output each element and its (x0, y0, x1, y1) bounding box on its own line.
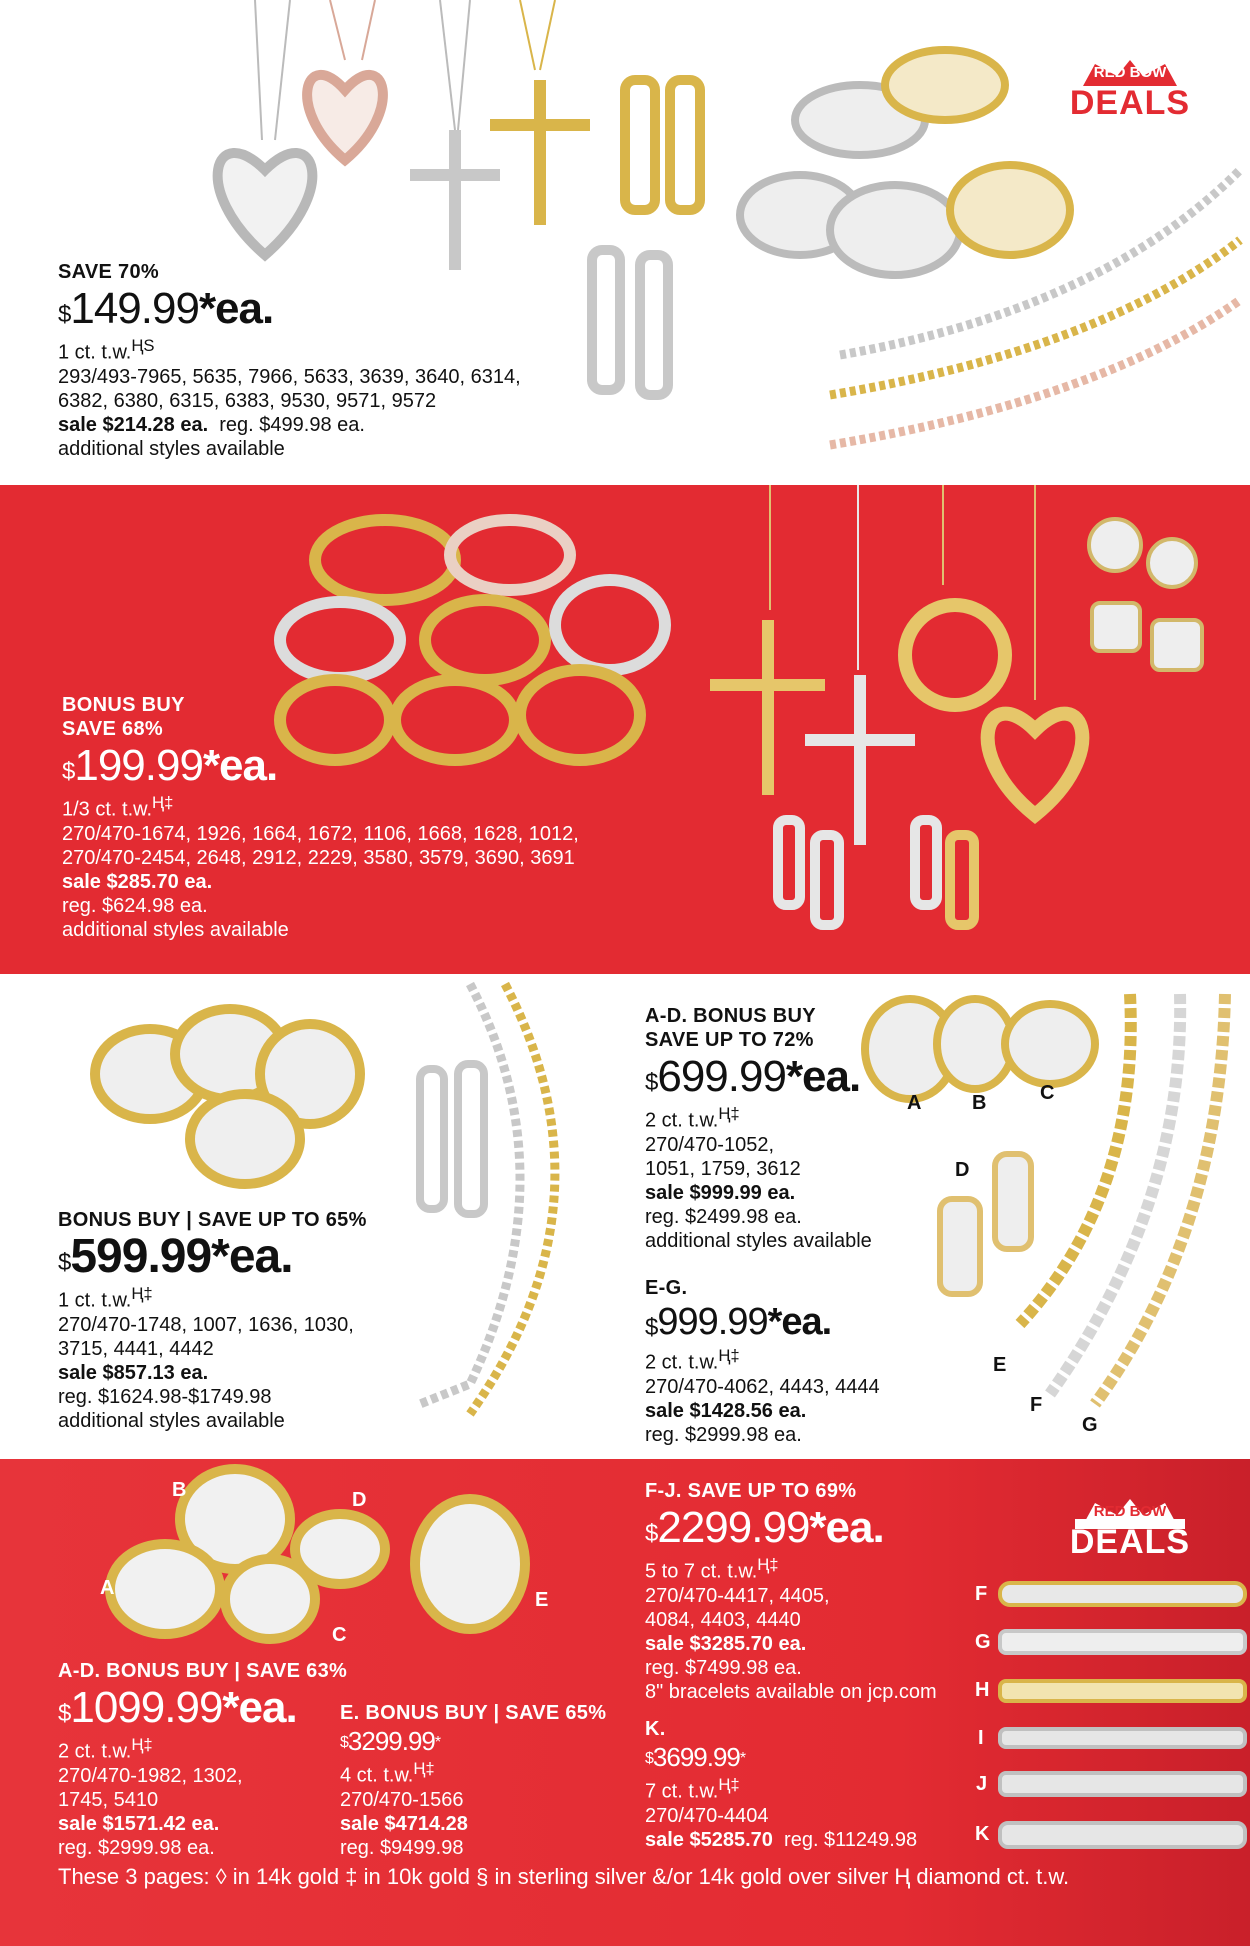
additional-styles: additional styles available (58, 437, 285, 460)
carat-weight (645, 1102, 872, 1133)
ctw-marks: ⱧS (131, 336, 155, 355)
dollar-sign: $ (645, 1069, 658, 1096)
offer-f-j-69 (645, 1479, 937, 1704)
ctw-text: 2 ct. t.w. (645, 1351, 719, 1374)
section-bonus-buy-65-72 (0, 974, 1250, 1459)
offer-price (58, 1232, 367, 1282)
ctw-text: 1 ct. t.w. (58, 341, 132, 364)
offer-headline-1: BONUS BUY (62, 694, 185, 716)
style-numbers-2: 6382, 6380, 6315, 6383, 9530, 9571, 9572 (58, 389, 437, 412)
offer-headline: A-D. BONUS BUY | SAVE 63% (58, 1660, 348, 1682)
sale-price: sale $214.28 ea. (58, 413, 209, 436)
offer-headline-1: A-D. BONUS BUY (645, 1005, 816, 1027)
style-numbers-2: 1745, 5410 (58, 1788, 159, 1811)
ctw-marks: Ⱨ‡ (413, 1759, 435, 1778)
bracelet-label-f: F (975, 1583, 988, 1605)
ctw-marks: Ⱨ‡ (718, 1346, 740, 1365)
style-numbers-1: 293/493-7965, 5635, 7966, 5633, 3639, 3640, 6314, (58, 365, 521, 388)
price-value: 149.99 (70, 284, 199, 333)
badge-line2: DEALS (1069, 84, 1191, 122)
additional-styles: additional styles available (62, 918, 289, 941)
price-suffix: *ea. (202, 741, 278, 790)
price-value: 199.99 (74, 741, 203, 790)
offer-headline: E-G. (645, 1277, 688, 1299)
sale-price: sale $4714.28 (340, 1812, 468, 1835)
offer-k (645, 1717, 917, 1852)
style-numbers-1: 270/470-1674, 1926, 1664, 1672, 1106, 1668, 1628, 1012, (62, 822, 579, 845)
style-numbers-2: 3715, 4441, 4442 (58, 1337, 214, 1360)
badge-line1: RED BOW (1093, 64, 1167, 81)
offer-price (340, 1725, 606, 1757)
style-numbers-2: 270/470-2454, 2648, 2912, 2229, 3580, 3579, 3690, 3691 (62, 846, 575, 869)
dollar-sign: $ (340, 1734, 348, 1751)
style-numbers-1: 270/470-1748, 1007, 1636, 1030, (58, 1313, 354, 1336)
item-label-c: C (1040, 1082, 1055, 1104)
item-label-a: A (100, 1577, 115, 1599)
section-save-70 (0, 0, 1250, 485)
reg-price: reg. $2499.98 ea. (645, 1205, 802, 1228)
style-numbers-2: 1051, 1759, 3612 (645, 1157, 801, 1180)
sale-price: sale $1428.56 ea. (645, 1399, 807, 1422)
price-value: 699.99 (657, 1052, 786, 1101)
item-label-b: B (172, 1479, 187, 1501)
item-label-g: G (1082, 1414, 1098, 1436)
price-suffix: *ea. (767, 1301, 832, 1343)
carat-weight (645, 1553, 937, 1584)
price-value: 1099.99 (70, 1683, 223, 1732)
price-suffix: * (739, 1750, 746, 1767)
price-suffix: *ea. (809, 1503, 884, 1552)
reg-price: reg. $7499.98 ea. (645, 1656, 802, 1679)
sale-price: sale $857.13 ea. (58, 1361, 209, 1384)
offer-headline: E. BONUS BUY | SAVE 65% (340, 1702, 607, 1724)
ctw-marks: Ⱨ‡ (718, 1775, 740, 1794)
price-suffix: *ea. (785, 1052, 861, 1101)
sale-price: sale $1571.42 ea. (58, 1812, 220, 1835)
item-label-e: E (993, 1354, 1007, 1376)
carat-weight (58, 1733, 347, 1764)
style-numbers-2: 4084, 4403, 4440 (645, 1608, 801, 1631)
offer-save-70 (58, 260, 521, 461)
dollar-sign: $ (58, 301, 71, 328)
ctw-marks: Ⱨ‡ (152, 793, 174, 812)
offer-price (58, 284, 521, 334)
item-label-b: B (972, 1092, 987, 1114)
offer-headline: F-J. SAVE UP TO 69% (645, 1480, 857, 1502)
ctw-text: 4 ct. t.w. (340, 1764, 414, 1787)
offer-price (645, 1741, 917, 1773)
ctw-marks: Ⱨ‡ (131, 1284, 153, 1303)
reg-price: reg. $499.98 ea. (219, 413, 365, 436)
style-numbers-1: 270/470-4404 (645, 1804, 769, 1827)
offer-price (62, 741, 579, 791)
offer-headline: BONUS BUY | SAVE UP TO 65% (58, 1209, 367, 1231)
sale-price: sale $3285.70 ea. (645, 1632, 807, 1655)
red-bow-deals-badge (1065, 58, 1195, 128)
badge-line2: DEALS (1069, 1523, 1191, 1561)
bracelets-online-note: 8" bracelets available on jcp.com (645, 1680, 937, 1703)
price-value: 3699.99 (652, 1742, 740, 1772)
offer-bonus-buy-65 (58, 1208, 367, 1433)
ctw-text: 2 ct. t.w. (58, 1740, 132, 1763)
item-label-a: A (907, 1092, 922, 1114)
style-numbers-1: 270/470-4062, 4443, 4444 (645, 1375, 880, 1398)
price-value: 999.99 (657, 1301, 768, 1343)
carat-weight (645, 1773, 917, 1804)
item-label-c: C (332, 1624, 347, 1646)
carat-weight (62, 791, 579, 822)
dollar-sign: $ (645, 1750, 653, 1767)
price-value: 599.99 (70, 1230, 212, 1283)
offer-e-bonus-buy-65 (340, 1701, 606, 1860)
red-bow-deals-badge-2 (1065, 1497, 1195, 1567)
style-numbers-1: 270/470-1566 (340, 1788, 464, 1811)
offer-headline: SAVE 70% (58, 261, 159, 283)
style-numbers-1: 270/470-1982, 1302, (58, 1764, 243, 1787)
badge-line1: RED BOW (1093, 1503, 1167, 1520)
carat-weight (58, 334, 521, 365)
offer-price (58, 1683, 347, 1733)
bracelet-label-i: I (978, 1727, 984, 1749)
offer-a-d-bonus-buy-63 (58, 1659, 347, 1860)
offer-price (645, 1503, 937, 1553)
dollar-sign: $ (62, 758, 75, 785)
dollar-sign: $ (58, 1700, 71, 1727)
bracelet-label-j: J (976, 1773, 988, 1795)
offer-e-g (645, 1276, 880, 1447)
ctw-text: 2 ct. t.w. (645, 1109, 719, 1132)
item-label-e: E (535, 1589, 549, 1611)
price-value: 2299.99 (657, 1503, 810, 1552)
section-bonus-buy-68 (0, 485, 1250, 974)
offer-price (645, 1052, 872, 1102)
sale-price: sale $999.99 ea. (645, 1181, 796, 1204)
ctw-text: 7 ct. t.w. (645, 1780, 719, 1803)
price-suffix: *ea. (198, 284, 274, 333)
carat-weight (58, 1282, 367, 1313)
sale-price: sale $285.70 ea. (62, 870, 213, 893)
ctw-text: 5 to 7 ct. t.w. (645, 1560, 758, 1583)
dollar-sign: $ (645, 1520, 658, 1547)
item-label-d: D (352, 1489, 367, 1511)
ctw-marks: Ⱨ‡ (718, 1104, 740, 1123)
metal-legend-footnote: These 3 pages: ◊ in 14k gold ‡ in 10k gold § in sterling silver &/or 14k gold over silver Ⱨ diamond ct. t.w. (58, 1864, 1070, 1889)
carat-weight (645, 1344, 880, 1375)
ctw-marks: Ⱨ‡ (757, 1555, 779, 1574)
sale-price: sale $5285.70 (645, 1828, 773, 1851)
reg-price: reg. $2999.98 ea. (645, 1423, 802, 1446)
reg-price: reg. $9499.98 (340, 1836, 464, 1859)
reg-price: reg. $1624.98-$1749.98 (58, 1385, 272, 1408)
ctw-marks: Ⱨ‡ (131, 1735, 153, 1754)
additional-styles: additional styles available (645, 1229, 872, 1252)
dollar-sign: $ (58, 1249, 71, 1276)
sale-reg-line (645, 1828, 917, 1852)
offer-headline: K. (645, 1718, 666, 1740)
reg-price: reg. $11249.98 (784, 1828, 918, 1851)
bracelet-label-k: K (975, 1823, 990, 1845)
style-numbers-1: 270/470-4417, 4405, (645, 1584, 830, 1607)
carat-weight (340, 1757, 606, 1788)
price-value: 3299.99 (347, 1726, 435, 1756)
style-numbers-1: 270/470-1052, (645, 1133, 775, 1156)
dollar-sign: $ (645, 1314, 658, 1341)
reg-price: reg. $2999.98 ea. (58, 1836, 215, 1859)
ctw-text: 1 ct. t.w. (58, 1289, 132, 1312)
offer-bonus-buy-68 (62, 693, 579, 942)
ctw-text: 1/3 ct. t.w. (62, 798, 153, 821)
offer-headline-2: SAVE 68% (62, 718, 163, 740)
offer-price (645, 1300, 880, 1344)
price-suffix: * (434, 1734, 441, 1751)
price-suffix: *ea. (222, 1683, 297, 1732)
reg-price: reg. $624.98 ea. (62, 894, 208, 917)
sale-reg-line (58, 413, 521, 437)
bracelet-rows (1000, 1583, 1245, 1847)
additional-styles: additional styles available (58, 1409, 285, 1432)
item-label-f: F (1030, 1394, 1043, 1416)
bracelet-label-h: H (975, 1679, 990, 1701)
bracelet-label-g: G (975, 1631, 991, 1653)
offer-headline-2: SAVE UP TO 72% (645, 1029, 814, 1051)
price-suffix: *ea. (211, 1230, 293, 1283)
item-label-d: D (955, 1159, 970, 1181)
offer-a-d-bonus-buy-72 (645, 1004, 872, 1253)
